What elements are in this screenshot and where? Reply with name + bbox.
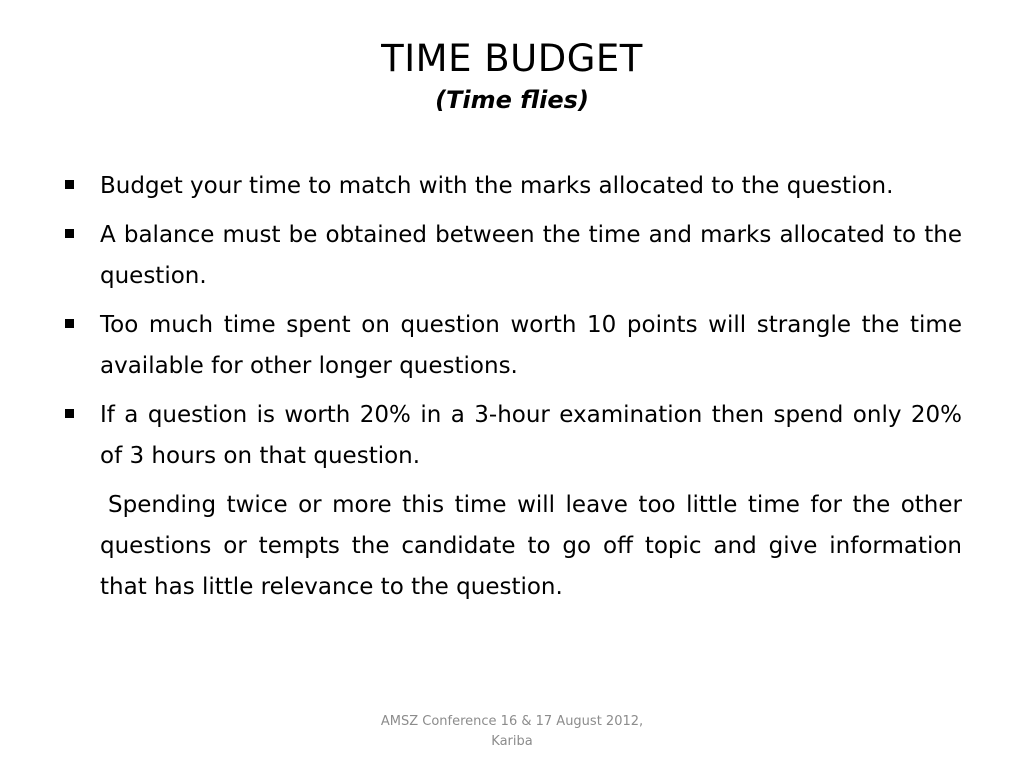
bullet-text: A balance must be obtained between the time and marks allocated to the question. [100,222,962,289]
slide-title: TIME BUDGET [381,37,643,80]
bullet-text: Budget your time to match with the marks allocated to the question. [100,173,894,199]
footer-line: Kariba [491,734,533,749]
square-bullet-icon [65,229,74,238]
continuation-paragraph: Spending twice or more this time will leave too little time for the other questions or tempts the candidate to go off topic and give information that has little relevance to the question. [100,492,962,600]
bullet-item [60,166,962,207]
square-bullet-icon [65,319,74,328]
slide-footer [312,712,712,752]
square-bullet-icon [65,409,74,418]
bullet-list [60,166,962,608]
bullet-item [60,305,962,387]
bullet-text: If a question is worth 20% in a 3-hour examination then spend only 20% of 3 hours on that question. [100,402,962,469]
bullet-text: Too much time spent on question worth 10 points will strangle the time available for other longer questions. [100,312,962,379]
title-block [0,34,1024,116]
bullet-item [60,215,962,297]
square-bullet-icon [65,180,74,189]
slide-subtitle: (Time flies) [435,86,589,114]
bullet-item [60,395,962,477]
footer-line: AMSZ Conference 16 & 17 August 2012, [380,714,644,729]
